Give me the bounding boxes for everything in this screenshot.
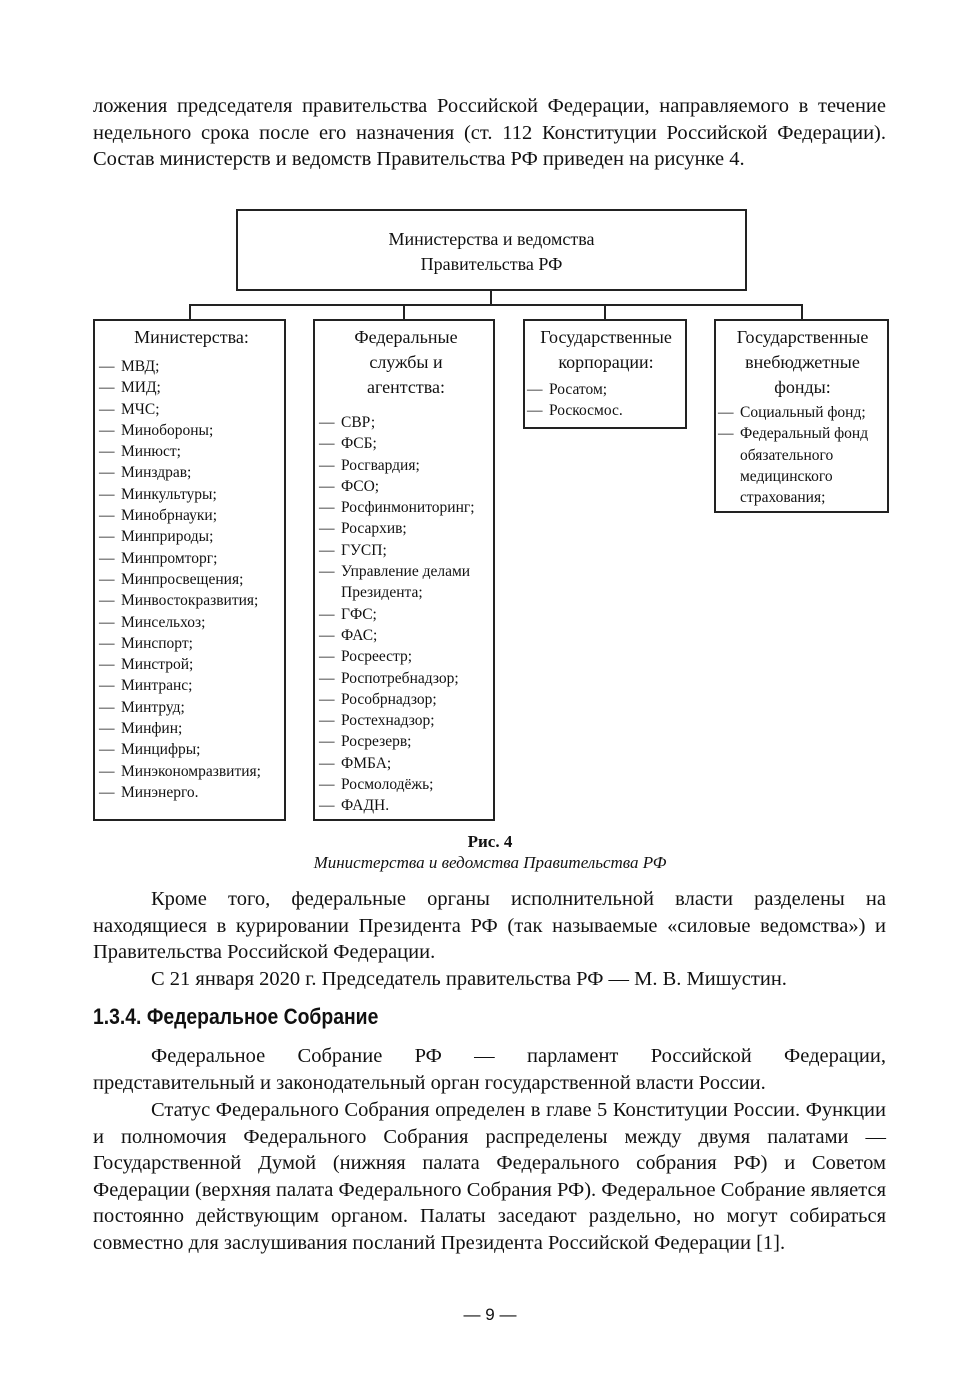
item-text: МЧС; (121, 400, 160, 418)
dash: — (319, 605, 335, 623)
funds-title: Государственные внебюджетные фонды: (736, 327, 869, 397)
item-text: Росрезерв; (341, 733, 412, 751)
item-text: Управление делами Президента; (341, 563, 471, 602)
item-text: Росмолодёжь; (341, 776, 434, 794)
paragraph: Федеральное Собрание РФ — парламент Российской Федерации, представительный и законодательный орган государственной власти России. (93, 1045, 886, 1094)
list-item (718, 402, 887, 423)
list-item (99, 420, 284, 441)
dash: — (99, 783, 115, 801)
corporations-title: Государственные корпорации: (540, 327, 672, 372)
list-item (718, 423, 887, 508)
dash: — (319, 520, 335, 538)
dash: — (319, 733, 335, 751)
corporations-list (527, 379, 685, 422)
list-item (527, 400, 685, 421)
item-text: Минздрав; (121, 464, 192, 482)
list-item (319, 561, 491, 604)
dash: — (319, 648, 335, 666)
list-item (99, 377, 284, 398)
connector (189, 304, 803, 306)
dash: — (99, 592, 115, 610)
item-text: Минкультуры; (121, 485, 217, 503)
list-item (99, 484, 284, 505)
item-text: Федеральный фонд обязательного медицинского страхования; (740, 425, 869, 507)
dash: — (319, 776, 335, 794)
list-item (99, 569, 284, 590)
dash: — (99, 634, 115, 652)
item-text: Минобороны; (121, 421, 214, 439)
list-item (99, 399, 284, 420)
dash: — (99, 762, 115, 780)
list-item (99, 462, 284, 483)
list-item (99, 633, 284, 654)
item-text: ФАДН. (341, 797, 390, 815)
list-item (319, 668, 493, 689)
item-text: Минприроды; (121, 528, 214, 546)
dash: — (99, 507, 115, 525)
dash: — (718, 404, 734, 421)
root-box (236, 209, 747, 291)
item-text: Минпросвещения; (121, 570, 244, 588)
item-text: Росфинмониторинг; (341, 499, 475, 517)
item-text: ФАС; (341, 626, 378, 644)
list-item (99, 505, 284, 526)
item-text: ФСБ; (341, 435, 377, 453)
dash: — (319, 477, 335, 495)
item-text: ГУСП; (341, 541, 387, 559)
item-text: ФСО; (341, 477, 380, 495)
list-item (99, 590, 284, 611)
list-item (99, 782, 284, 803)
item-text: Росгвардия; (341, 456, 420, 474)
dash: — (99, 570, 115, 588)
connector (801, 304, 803, 320)
services-list (319, 412, 493, 817)
dash: — (99, 528, 115, 546)
list-item (99, 356, 284, 377)
list-item (99, 441, 284, 462)
dash: — (527, 381, 543, 398)
item-text: Минтранс; (121, 677, 193, 695)
connector (189, 304, 191, 320)
paragraph: Кроме того, федеральные органы исполнительной власти разделены на находящиеся в курировании Президента РФ (так называемые «силовые ведомства») и Правительства Российской Федерации. (93, 888, 886, 963)
dash: — (99, 358, 115, 375)
item-text: Минэнерго. (121, 783, 199, 801)
item-text: СВР; (341, 414, 376, 431)
body-text (93, 886, 886, 992)
dash: — (527, 402, 543, 420)
dash: — (99, 698, 115, 716)
dash: — (319, 712, 335, 730)
item-text: Минюст; (121, 443, 181, 461)
paragraph: Статус Федерального Собрания определен в главе 5 Конституции России. Функции и полномочия Федерального Собрания распределены между двумя палатами — Государственной Думой (нижняя палата Федерального собрания РФ) и Советом Федерации (верхняя палата Федерального Собрания РФ). Федеральное Собрание является постоянно действующим органом. Палаты заседают раздельно, но могут собираться совместно для заслушивания посланий Президента Российской Федерации [1]. (93, 1099, 886, 1254)
ministries-title: Министерства: (134, 327, 249, 347)
root-line-1: Министерства и ведомства (388, 229, 595, 249)
dash: — (319, 541, 335, 559)
item-text: ГФС; (341, 605, 377, 623)
list-item (99, 675, 284, 696)
item-text: Росатом; (549, 381, 608, 398)
dash: — (99, 485, 115, 503)
list-item (99, 761, 284, 782)
item-text: Минпромторг; (121, 549, 218, 567)
item-text: Росархив; (341, 520, 407, 538)
dash: — (99, 677, 115, 695)
dash: — (319, 456, 335, 474)
dash: — (99, 613, 115, 631)
list-item (319, 795, 493, 816)
list-item (99, 654, 284, 675)
list-item (319, 412, 493, 433)
services-title: Федеральные службы и агентства: (354, 327, 458, 397)
list-item (319, 625, 493, 646)
item-text: ФМБА; (341, 754, 392, 772)
list-item (319, 710, 493, 731)
corporations-box (523, 319, 687, 429)
list-item (527, 379, 685, 400)
dash: — (99, 421, 115, 439)
dash: — (319, 414, 335, 431)
item-text: Минтруд; (121, 698, 185, 716)
funds-list (718, 402, 887, 508)
list-item (99, 739, 284, 760)
item-text: Росреестр; (341, 648, 413, 666)
list-item (319, 540, 493, 561)
dash: — (319, 797, 335, 815)
services-box (313, 319, 495, 821)
item-text: Социальный фонд; (740, 404, 866, 421)
dash: — (99, 443, 115, 461)
item-text: Минфин; (121, 720, 183, 738)
root-line-2: Правительства РФ (420, 254, 563, 274)
paragraph: ложения председателя правительства Российской Федерации, направляемого в течение недельного срока после его назначения (ст. 112 Конституции Российской Федерации). Состав министерств и ведомств Правительства РФ приведен на рисунке 4. (93, 95, 886, 170)
item-text: Минспорт; (121, 634, 193, 652)
figure-caption: Министерства и ведомства Правительства РФ (313, 853, 667, 872)
dash: — (319, 563, 335, 581)
item-text: Минцифры; (121, 741, 201, 759)
connector (403, 304, 405, 320)
item-text: Роскосмос. (549, 402, 623, 420)
dash: — (99, 656, 115, 674)
list-item (319, 774, 493, 795)
dash: — (319, 690, 335, 708)
item-text: Минстрой; (121, 656, 194, 674)
dash: — (99, 741, 115, 759)
item-text: Ростехнадзор; (341, 712, 435, 730)
intro-text (93, 93, 886, 173)
item-text: Минсельхоз; (121, 613, 206, 631)
list-item (319, 604, 493, 625)
dash: — (319, 626, 335, 644)
dash: — (99, 720, 115, 738)
list-item (99, 697, 284, 718)
paragraph: С 21 января 2020 г. Председатель правительства РФ — М. В. Мишустин. (151, 967, 787, 990)
dash: — (319, 499, 335, 517)
dash: — (99, 549, 115, 567)
item-text: МВД; (121, 358, 160, 375)
list-item (99, 718, 284, 739)
figure-number: Рис. 4 (467, 832, 513, 851)
list-item (319, 433, 493, 454)
dash: — (99, 464, 115, 482)
list-item (319, 753, 493, 774)
page-number: — 9 — (463, 1305, 517, 1324)
dash: — (319, 754, 335, 772)
list-item (319, 689, 493, 710)
dash: — (718, 425, 734, 443)
ministries-box (93, 319, 286, 821)
ministries-list (99, 356, 284, 803)
connector (490, 290, 492, 305)
list-item (99, 526, 284, 547)
dash: — (99, 379, 115, 397)
connector (604, 304, 606, 320)
list-item (319, 476, 493, 497)
dash: — (319, 669, 335, 687)
funds-box (714, 319, 889, 513)
dash: — (319, 435, 335, 453)
list-item (319, 455, 493, 476)
item-text: Минэкономразвития; (121, 762, 261, 780)
list-item (319, 518, 493, 539)
section-heading: 1.3.4. Федеральное Собрание (93, 1004, 379, 1029)
list-item (99, 548, 284, 569)
item-text: МИД; (121, 379, 161, 397)
list-item (319, 497, 493, 518)
item-text: Рособрнадзор; (341, 690, 437, 708)
list-item (99, 612, 284, 633)
list-item (319, 646, 493, 667)
section-text (93, 1043, 886, 1256)
item-text: Минобрнауки; (121, 507, 218, 525)
list-item (319, 731, 493, 752)
dash: — (99, 400, 115, 418)
item-text: Минвостокразвития; (121, 592, 259, 610)
item-text: Роспотребнадзор; (341, 669, 459, 687)
